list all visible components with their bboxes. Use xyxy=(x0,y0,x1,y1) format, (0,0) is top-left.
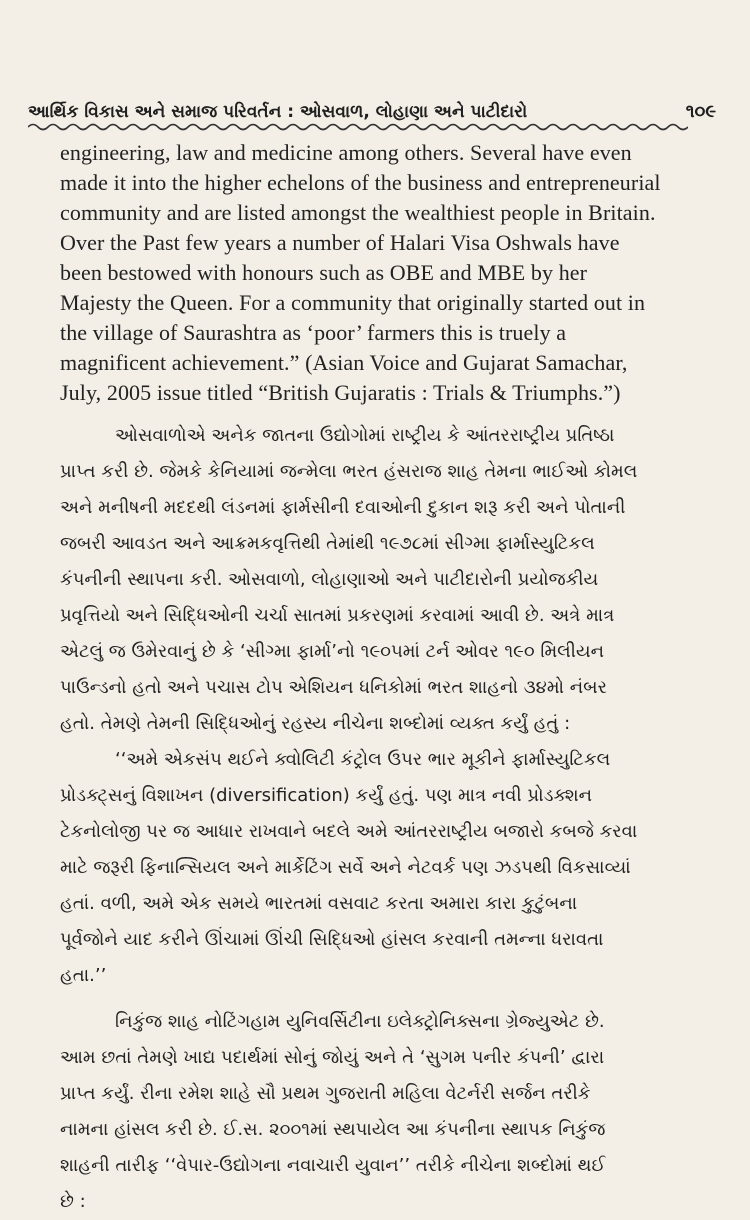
paragraph-nikunj xyxy=(60,1004,716,1220)
text-line: એટલું જ ઉમેરવાનું છે કે ‘સીગ્મા ફાર્મા’નો ૧૯૦૫માં ટર્ન ઓવર ૧૯૦ મિલીયન xyxy=(60,641,605,662)
text-line: આમ છતાં તેમણે ખાદ્ય પદાર્થમાં સોનું જોયું અને તે ‘સુગમ પનીર કંપની’ દ્વારા xyxy=(60,1047,605,1068)
text-line: ઓસવાળોએ અનેક જાતના ઉદ્યોગોમાં રાષ્ટ્રીય કે આંતરરાષ્ટ્રીય પ્રતિષ્ઠા xyxy=(115,425,615,446)
text-line: Majesty the Queen. For a community that originally started out in xyxy=(60,290,646,315)
text-line: અને મનીષની મદદથી લંડનમાં ફાર્મસીની દવાઓની દુકાન શરૂ કરી અને પોતાની xyxy=(60,497,626,518)
page-number: ૧૦૯ xyxy=(685,101,716,122)
text-line: ટેકનોલોજી પર જ આધાર રાખવાને બદલે અમે આંતરરાષ્ટ્રીય બજારો કબજે કરવા xyxy=(60,821,638,842)
text-line: હતાં. વળી, અમે એક સમયે ભારતમાં વસવાટ કરતા અમારા કારા કુટુંબના xyxy=(60,893,578,914)
page-header xyxy=(28,88,716,122)
text-line: Over the Past few years a number of Halari Visa Oshwals have xyxy=(60,230,620,255)
text-line: the village of Saurashtra as ‘poor’ farmers this is truely a xyxy=(60,320,567,345)
text-line: ‘‘અમે એકસંપ થઈને ક્વોલિટી કંટ્રોલ ઉપર ભાર મૂકીને ફાર્માસ્યુટિકલ xyxy=(115,749,611,770)
text-line: engineering, law and medicine among others. Several have even xyxy=(60,140,632,165)
text-line: પૂર્વજોને યાદ કરીને ઊંચામાં ઊંચી સિદ્ધિઓ હાંસલ કરવાની તમન્ના ધરાવતા xyxy=(60,929,604,950)
text-line: community and are listed amongst the wealthiest people in Britain. xyxy=(60,200,656,225)
running-title: આર્થિક વિકાસ અને સમાજ પરિવર્તન : ઓસવાળ, લોહાણા અને પાટીદારો xyxy=(28,102,528,122)
text-line: પ્રોડક્ટ્સનું વિશાખન (diversification) કર્યું હતું. પણ માત્ર નવી પ્રોડક્શન xyxy=(60,785,593,806)
text-line: પ્રવૃત્તિયો અને સિદ્ધિઓની ચર્ચા સાતમાં પ્રકરણમાં કરવામાં આવી છે. અત્રે માત્ર xyxy=(60,605,615,626)
text-line: પાઉન્ડનો હતો અને પચાસ ટોપ એશિયન ધનિકોમાં ભરત શાહનો ૩૪મો નંબર xyxy=(60,677,607,698)
text-line: પ્રાપ્ત કરી છે. જેમકે કેનિયામાં જન્મેલા ભરત હંસરાજ શાહ તેમના ભાઈઓ કોમલ xyxy=(60,461,638,482)
text-line: made it into the higher echelons of the business and entrepreneurial xyxy=(60,170,661,195)
english-quote-block xyxy=(60,138,716,408)
text-line: magnificent achievement.” (Asian Voice and Gujarat Samachar, xyxy=(60,350,628,375)
page-body xyxy=(60,138,716,1220)
text-line: જબરી આવડત અને આક્રમકવૃત્તિથી તેમાંથી ૧૯૭૮માં સીગ્મા ફાર્માસ્યુટિકલ xyxy=(60,533,595,554)
wavy-divider xyxy=(28,122,688,132)
text-line: નિકુંજ શાહ નોટિંગહામ યુનિવર્સિટીના ઇલેક્ટ્રોનિક્સના ગ્રેજ્યુએટ છે. xyxy=(115,1011,605,1032)
gujarati-quote-block xyxy=(60,742,716,994)
text-line: માટે જરૂરી ફિનાન્સિયલ અને માર્કેટિંગ સર્વે અને નેટવર્ક પણ ઝડપથી વિકસાવ્યાં xyxy=(60,857,631,878)
text-line: કંપનીની સ્થાપના કરી. ઓસવાળો, લોહાણાઓ અને પાટીદારોની પ્રયોજકીય xyxy=(60,569,599,590)
text-line: શાહની તારીફ ‘‘વેપાર-ઉદ્યોગના નવાચારી યુવાન’’ તરીકે નીચેના શબ્દોમાં થઈ xyxy=(60,1155,606,1176)
text-line: હતો. તેમણે તેમની સિદ્ધિઓનું રહસ્ય નીચેના શબ્દોમાં વ્યક્ત કર્યું હતું : xyxy=(60,713,571,734)
text-line: નામના હાંસલ કરી છે. ઈ.સ. ૨૦૦૧માં સ્થપાયેલ આ કંપનીના સ્થાપક નિકુંજ xyxy=(60,1119,606,1140)
paragraph-oswal xyxy=(60,418,716,742)
text-line: હતા.’’ xyxy=(60,965,107,986)
text-line: July, 2005 issue titled “British Gujaratis : Trials & Triumphs.”) xyxy=(60,380,621,405)
text-line: છે : xyxy=(60,1191,86,1212)
text-line: been bestowed with honours such as OBE and MBE by her xyxy=(60,260,588,285)
text-line: પ્રાપ્ત કર્યું. રીના રમેશ શાહે સૌ પ્રથમ ગુજરાતી મહિલા વેટર્નરી સર્જન તરીકે xyxy=(60,1083,591,1104)
